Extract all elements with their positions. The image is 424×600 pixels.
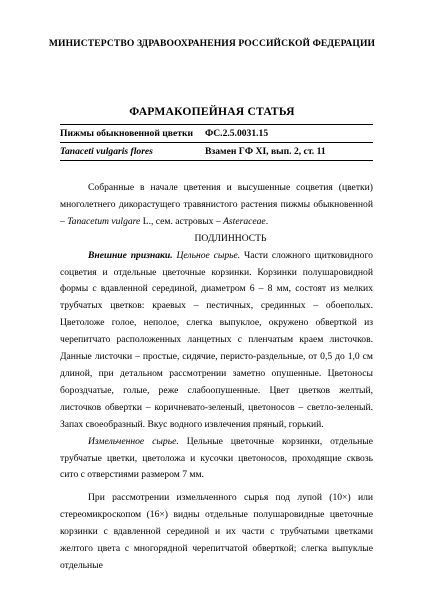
info-row-name: [60, 125, 373, 142]
intro-paragraph: [60, 180, 373, 231]
whole-raw-label: Цельное сырье.: [176, 249, 241, 261]
latin-family: Asteraceae: [223, 215, 266, 227]
plant-name-latin: Tanaceti vulgaris flores: [60, 146, 153, 157]
intro-text-2: L., сем. астровых –: [140, 215, 224, 227]
plant-name-ru: Пижмы обыкновенной цветки: [60, 128, 194, 139]
crushed-raw-paragraph: [60, 434, 373, 485]
external-features-paragraph: [60, 248, 373, 434]
latin-species: Tanacetum vulgare: [67, 215, 141, 227]
intro-text-3: .: [265, 215, 269, 227]
magnifier-paragraph: При рассмотрении измельченного сырья под лупой (10×) или стереомикроскопом (16×) видны отдельные полушаровидные цветочные корзинки с вдавленной серединой и их части с трубчатыми цветками желтого цвета с многорядной черепитчатой обверткой; слегка выпуклые отдельные: [60, 492, 373, 571]
external-features-text: Части сложного щитковидного соцветия и отдельные цветочные корзинки. Корзинки полушаровидной формы с вдавленной серединой, диаметром 6 – 8 мм, состоят из мелких трубчатых цветков: краевых – пестичных, срединных – обоеполых. Цветоложе голое, неполое, слегка выпуклое, окружено обверткой из черепитчато расположенных ланцетных с пленчатым краем листочков. Данные листочки – простые, сидячие, перисто-раздельные, от 0,5 до 1,0 см длиной, при детальном рассмотрении заметно опушенные. Цветоносы бороздчатые, голые, реже слабоопушенные. Цвет цветков желтый, листочков обвертки – коричневато-зеленый, цветоносов – светло-зеленый. Запах своеобразный. Вкус водного извлечения пряный, горький.: [60, 249, 373, 430]
document-body: [60, 180, 373, 575]
section-heading-authenticity: ПОДЛИННОСТЬ: [194, 232, 267, 244]
article-title: ФАРМАКОПЕЙНАЯ СТАТЬЯ: [129, 105, 295, 118]
ministry-heading: МИНИСТЕРСТВО ЗДРАВООХРАНЕНИЯ РОССИЙСКОЙ ФЕДЕРАЦИИ: [48, 38, 376, 49]
monograph-code: ФС.2.5.0031.15: [205, 128, 269, 139]
info-row-latin: [60, 142, 373, 160]
crushed-raw-text: Цельные цветочные корзинки, отдельные трубчатые цветки, цветоложа и кусочки цветоносов, проходящие сквозь сито с отверстиями размером 7 мм.: [60, 435, 374, 481]
intro-text: Собранные в начале цветения и высушенные соцветия (цветки) многолетнего дикорастущего травянистого растения пижмы обыкновенной –: [60, 182, 373, 227]
crushed-raw-label: Измельченное сырье.: [88, 435, 179, 447]
replaces-note: Взамен ГФ XI, вып. 2, ст. 11: [205, 146, 326, 157]
monograph-info-table: [60, 124, 373, 161]
external-features-label: Внешние признаки.: [88, 249, 173, 261]
